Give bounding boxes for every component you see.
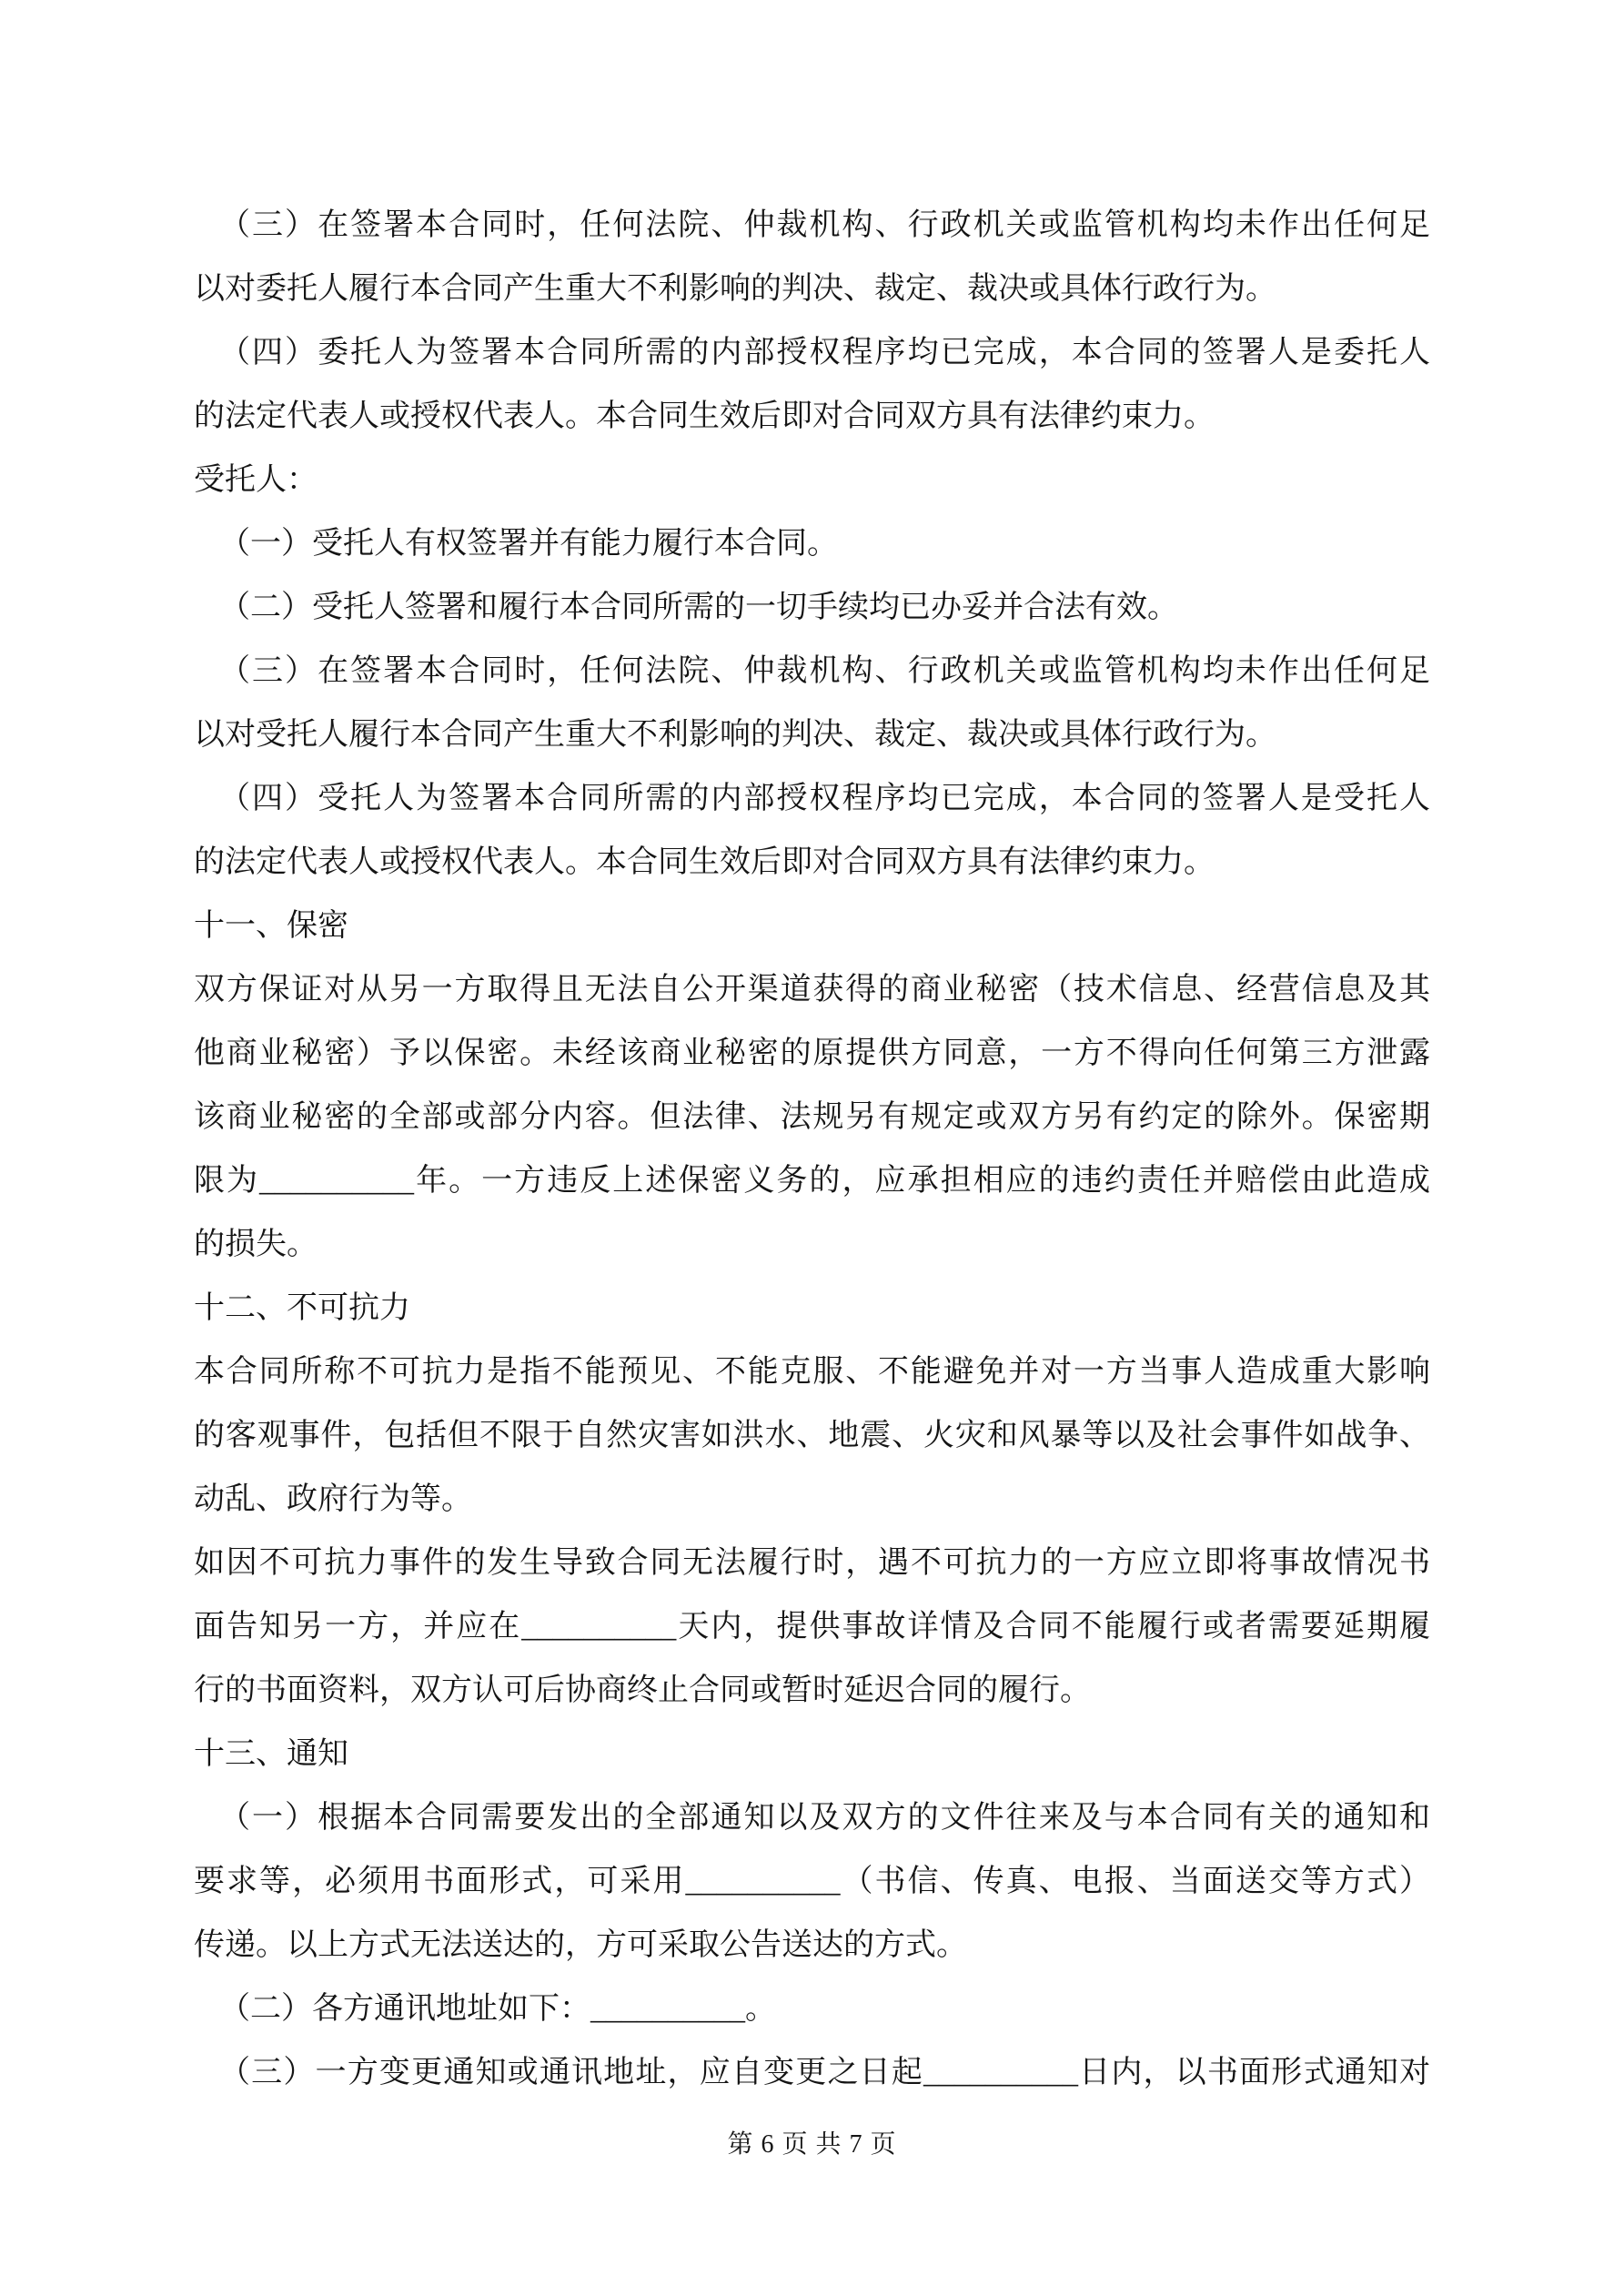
contract-body [194,194,1430,2105]
contract-text-line: 双方保证对从另一方取得且无法自公开渠道获得的商业秘密（技术信息、经营信息及其 [194,973,1430,1006]
contract-text-line: （四）受托人为签署本合同所需的内部授权程序均已完成，本合同的签署人是受托人 [219,782,1430,815]
section-heading-11-confidentiality: 十一、保密 [194,909,348,943]
contract-text-line: 的损失。 [194,1228,318,1261]
contract-text-line: 如因不可抗力事件的发生导致合同无法履行时，遇不可抗力的一方应立即将事故情况书 [194,1546,1430,1580]
contract-text-line: 本合同所称不可抗力是指不能预见、不能克服、不能避免并对一方当事人造成重大影响 [194,1355,1430,1389]
contract-text-line: 行的书面资料，双方认可后协商终止合同或暂时延迟合同的履行。 [194,1674,1091,1707]
contract-text-line: 该商业秘密的全部或部分内容。但法律、法规另有规定或双方另有约定的除外。保密期 [194,1100,1430,1134]
contract-text-line: 以对受托人履行本合同产生重大不利影响的判决、裁定、裁决或具体行政行为。 [194,718,1276,752]
party-heading-trustee: 受托人： [194,463,318,497]
contract-text-line: 的法定代表人或授权代表人。本合同生效后即对合同双方具有法律约束力。 [194,400,1215,433]
contract-text-line-with-blank: （二）各方通讯地址如下：__________。 [219,1992,776,2026]
contract-text-line: 的客观事件，包括但不限于自然灾害如洪水、地震、火灾和风暴等以及社会事件如战争、 [194,1419,1430,1452]
contract-text-line: 传递。以上方式无法送达的，方可采取公告送达的方式。 [194,1928,967,1962]
contract-text-line: 动乱、政府行为等。 [194,1482,472,1516]
contract-text-line-with-blank: （三）一方变更通知或通讯地址，应自变更之日起__________日内，以书面形式通知对 [219,2056,1430,2089]
contract-text-line: （四）委托人为签署本合同所需的内部授权程序均已完成，本合同的签署人是委托人 [219,336,1430,369]
contract-text-line-with-blank: 要求等，必须用书面形式，可采用__________（书信、传真、电报、当面送交等方式） [194,1865,1430,1898]
section-heading-12-force-majeure: 十二、不可抗力 [194,1291,410,1325]
contract-text-line-with-blank: 面告知另一方，并应在__________天内，提供事故详情及合同不能履行或者需要延期履 [194,1610,1430,1644]
section-heading-13-notice: 十三、通知 [194,1737,348,1771]
contract-text-line: （三）在签署本合同时，任何法院、仲裁机构、行政机关或监管机构均未作出任何足 [219,654,1430,688]
contract-text-line: 的法定代表人或授权代表人。本合同生效后即对合同双方具有法律约束力。 [194,845,1215,879]
contract-text-line: （一）根据本合同需要发出的全部通知以及双方的文件往来及与本合同有关的通知和 [219,1801,1430,1835]
page-number-footer: 第 6 页 共 7 页 [727,2130,897,2159]
contract-text-line-with-blank: 限为__________年。一方违反上述保密义务的，应承担相应的违约责任并赔偿由此造成 [194,1164,1430,1198]
contract-text-line: （一）受托人有权签署并有能力履行本合同。 [219,527,838,561]
contract-text-line: 他商业秘密）予以保密。未经该商业秘密的原提供方同意，一方不得向任何第三方泄露 [194,1037,1430,1070]
contract-text-line: 以对委托人履行本合同产生重大不利影响的判决、裁定、裁决或具体行政行为。 [194,272,1276,306]
contract-text-line: （二）受托人签署和履行本合同所需的一切手续均已办妥并合法有效。 [219,591,1178,624]
contract-text-line: （三）在签署本合同时，任何法院、仲裁机构、行政机关或监管机构均未作出任何足 [219,208,1430,242]
